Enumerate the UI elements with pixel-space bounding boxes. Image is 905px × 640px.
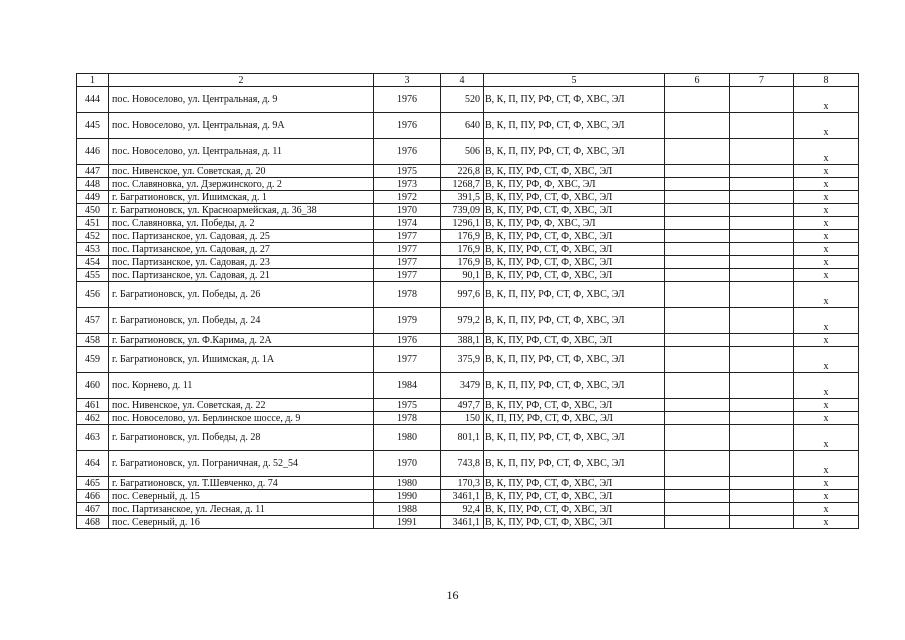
year-cell: 1970 [374,451,441,477]
address-cell: г. Багратионовск, ул. Победы, д. 28 [109,425,374,451]
row-number: 446 [77,139,109,165]
address-cell: пос. Партизанское, ул. Садовая, д. 21 [109,269,374,282]
year-cell: 1977 [374,230,441,243]
column-8-cell: х [794,165,859,178]
address-cell: пос. Северный, д. 15 [109,490,374,503]
column-8-cell: х [794,230,859,243]
row-number: 447 [77,165,109,178]
housing-table [76,73,859,529]
column-8-cell: х [794,412,859,425]
works-cell: В, К, П, ПУ, РФ, СТ, Ф, ХВС, ЭЛ [484,87,665,113]
year-cell: 1970 [374,204,441,217]
year-cell: 1980 [374,425,441,451]
document-table-container [76,73,859,529]
table-row [77,139,859,165]
row-number: 468 [77,516,109,529]
area-cell: 3461,1 [441,516,484,529]
row-number: 451 [77,217,109,230]
column-7-cell [730,139,794,165]
column-6-cell [665,217,730,230]
address-cell: г. Багратионовск, ул. Красноармейская, д. 36_38 [109,204,374,217]
year-cell: 1975 [374,399,441,412]
table-row [77,178,859,191]
row-number: 444 [77,87,109,113]
works-cell: В, К, ПУ, РФ, СТ, Ф, ХВС, ЭЛ [484,516,665,529]
address-cell: г. Багратионовск, ул. Ишимская, д. 1А [109,347,374,373]
column-header: 4 [441,74,484,87]
works-cell: В, К, ПУ, РФ, СТ, Ф, ХВС, ЭЛ [484,334,665,347]
column-8-cell: х [794,399,859,412]
column-7-cell [730,191,794,204]
row-number: 467 [77,503,109,516]
area-cell: 3461,1 [441,490,484,503]
column-6-cell [665,178,730,191]
column-8-cell: х [794,282,859,308]
area-cell: 226,8 [441,165,484,178]
address-cell: пос. Новоселово, ул. Берлинское шоссе, д. 9 [109,412,374,425]
column-7-cell [730,477,794,490]
address-cell: пос. Славяновка, ул. Дзержинского, д. 2 [109,178,374,191]
address-cell: пос. Партизанское, ул. Садовая, д. 23 [109,256,374,269]
table-row [77,399,859,412]
works-cell: В, К, ПУ, РФ, СТ, Ф, ХВС, ЭЛ [484,490,665,503]
column-6-cell [665,204,730,217]
column-7-cell [730,204,794,217]
column-7-cell [730,165,794,178]
area-cell: 176,9 [441,243,484,256]
column-7-cell [730,399,794,412]
column-7-cell [730,256,794,269]
area-cell: 520 [441,87,484,113]
row-number: 463 [77,425,109,451]
table-row [77,477,859,490]
column-7-cell [730,412,794,425]
row-number: 456 [77,282,109,308]
area-cell: 997,6 [441,282,484,308]
column-header: 3 [374,74,441,87]
year-cell: 1973 [374,178,441,191]
table-row [77,490,859,503]
column-header: 5 [484,74,665,87]
address-cell: г. Багратионовск, ул. Ишимская, д. 1 [109,191,374,204]
year-cell: 1984 [374,373,441,399]
year-cell: 1977 [374,243,441,256]
column-6-cell [665,334,730,347]
address-cell: пос. Северный, д. 16 [109,516,374,529]
area-cell: 497,7 [441,399,484,412]
column-6-cell [665,308,730,334]
works-cell: В, К, П, ПУ, РФ, СТ, Ф, ХВС, ЭЛ [484,425,665,451]
year-cell: 1978 [374,282,441,308]
year-cell: 1978 [374,412,441,425]
year-cell: 1990 [374,490,441,503]
column-8-cell: х [794,347,859,373]
column-6-cell [665,230,730,243]
table-row [77,243,859,256]
column-6-cell [665,516,730,529]
year-cell: 1976 [374,113,441,139]
works-cell: В, К, П, ПУ, РФ, СТ, Ф, ХВС, ЭЛ [484,373,665,399]
column-6-cell [665,399,730,412]
column-8-cell: х [794,191,859,204]
row-number: 445 [77,113,109,139]
address-cell: пос. Нивенское, ул. Советская, д. 22 [109,399,374,412]
column-8-cell: х [794,217,859,230]
works-cell: В, К, ПУ, РФ, СТ, Ф, ХВС, ЭЛ [484,503,665,516]
works-cell: В, К, П, ПУ, РФ, СТ, Ф, ХВС, ЭЛ [484,451,665,477]
column-6-cell [665,165,730,178]
table-row [77,308,859,334]
table-row [77,87,859,113]
column-6-cell [665,256,730,269]
column-7-cell [730,217,794,230]
column-header: 6 [665,74,730,87]
column-7-cell [730,308,794,334]
row-number: 449 [77,191,109,204]
column-6-cell [665,269,730,282]
column-header: 8 [794,74,859,87]
row-number: 454 [77,256,109,269]
column-6-cell [665,87,730,113]
column-8-cell: х [794,503,859,516]
column-6-cell [665,191,730,204]
row-number: 453 [77,243,109,256]
column-8-cell: х [794,490,859,503]
area-cell: 92,4 [441,503,484,516]
works-cell: В, К, ПУ, РФ, СТ, Ф, ХВС, ЭЛ [484,256,665,269]
table-row [77,191,859,204]
table-row [77,412,859,425]
year-cell: 1988 [374,503,441,516]
column-6-cell [665,282,730,308]
table-row [77,204,859,217]
row-number: 459 [77,347,109,373]
year-cell: 1976 [374,139,441,165]
column-8-cell: х [794,256,859,269]
column-6-cell [665,477,730,490]
column-8-cell: х [794,204,859,217]
column-7-cell [730,425,794,451]
table-row [77,269,859,282]
column-8-cell: х [794,516,859,529]
works-cell: В, К, ПУ, РФ, СТ, Ф, ХВС, ЭЛ [484,477,665,490]
column-6-cell [665,412,730,425]
row-number: 461 [77,399,109,412]
area-cell: 391,5 [441,191,484,204]
area-cell: 176,9 [441,256,484,269]
column-header: 7 [730,74,794,87]
area-cell: 743,8 [441,451,484,477]
works-cell: В, К, ПУ, РФ, СТ, Ф, ХВС, ЭЛ [484,191,665,204]
column-header: 2 [109,74,374,87]
column-6-cell [665,425,730,451]
year-cell: 1979 [374,308,441,334]
column-6-cell [665,113,730,139]
row-number: 448 [77,178,109,191]
column-7-cell [730,503,794,516]
address-cell: пос. Партизанское, ул. Садовая, д. 27 [109,243,374,256]
column-7-cell [730,373,794,399]
table-row [77,217,859,230]
column-8-cell: х [794,308,859,334]
table-row [77,347,859,373]
row-number: 458 [77,334,109,347]
table-row [77,282,859,308]
table-row [77,165,859,178]
area-cell: 375,9 [441,347,484,373]
header-row [77,74,859,87]
works-cell: В, К, П, ПУ, РФ, СТ, Ф, ХВС, ЭЛ [484,347,665,373]
year-cell: 1975 [374,165,441,178]
works-cell: В, К, П, ПУ, РФ, СТ, Ф, ХВС, ЭЛ [484,113,665,139]
column-7-cell [730,516,794,529]
area-cell: 1296,1 [441,217,484,230]
address-cell: пос. Новоселово, ул. Центральная, д. 9А [109,113,374,139]
table-row [77,230,859,243]
works-cell: В, К, ПУ, РФ, СТ, Ф, ХВС, ЭЛ [484,243,665,256]
column-8-cell: х [794,243,859,256]
column-7-cell [730,269,794,282]
column-6-cell [665,503,730,516]
column-7-cell [730,451,794,477]
area-cell: 979,2 [441,308,484,334]
column-8-cell: х [794,113,859,139]
column-7-cell [730,113,794,139]
table-row [77,516,859,529]
table-row [77,373,859,399]
column-7-cell [730,490,794,503]
works-cell: В, К, ПУ, РФ, СТ, Ф, ХВС, ЭЛ [484,399,665,412]
table-row [77,113,859,139]
address-cell: г. Багратионовск, ул. Победы, д. 24 [109,308,374,334]
column-8-cell: х [794,269,859,282]
column-6-cell [665,139,730,165]
column-7-cell [730,347,794,373]
address-cell: пос. Нивенское, ул. Советская, д. 20 [109,165,374,178]
works-cell: К, П, ПУ, РФ, СТ, Ф, ХВС, ЭЛ [484,412,665,425]
column-7-cell [730,87,794,113]
row-number: 457 [77,308,109,334]
row-number: 455 [77,269,109,282]
area-cell: 3479 [441,373,484,399]
row-number: 466 [77,490,109,503]
year-cell: 1977 [374,347,441,373]
area-cell: 1268,7 [441,178,484,191]
column-header: 1 [77,74,109,87]
address-cell: пос. Партизанское, ул. Садовая, д. 25 [109,230,374,243]
column-8-cell: х [794,425,859,451]
column-8-cell: х [794,334,859,347]
column-6-cell [665,347,730,373]
area-cell: 739,09 [441,204,484,217]
row-number: 450 [77,204,109,217]
table-row [77,256,859,269]
column-6-cell [665,243,730,256]
area-cell: 150 [441,412,484,425]
column-6-cell [665,490,730,503]
address-cell: г. Багратионовск, ул. Пограничная, д. 52_54 [109,451,374,477]
column-6-cell [665,373,730,399]
works-cell: В, К, ПУ, РФ, Ф, ХВС, ЭЛ [484,178,665,191]
works-cell: В, К, ПУ, РФ, СТ, Ф, ХВС, ЭЛ [484,230,665,243]
row-number: 464 [77,451,109,477]
column-7-cell [730,282,794,308]
column-8-cell: х [794,477,859,490]
area-cell: 176,9 [441,230,484,243]
address-cell: пос. Новоселово, ул. Центральная, д. 11 [109,139,374,165]
address-cell: пос. Корнево, д. 11 [109,373,374,399]
year-cell: 1980 [374,477,441,490]
area-cell: 170,3 [441,477,484,490]
column-7-cell [730,243,794,256]
column-8-cell: х [794,139,859,165]
area-cell: 388,1 [441,334,484,347]
table-row [77,425,859,451]
table-row [77,334,859,347]
column-7-cell [730,334,794,347]
row-number: 465 [77,477,109,490]
year-cell: 1976 [374,334,441,347]
works-cell: В, К, ПУ, РФ, СТ, Ф, ХВС, ЭЛ [484,165,665,178]
year-cell: 1974 [374,217,441,230]
address-cell: г. Багратионовск, ул. Победы, д. 26 [109,282,374,308]
column-8-cell: х [794,451,859,477]
column-8-cell: х [794,87,859,113]
works-cell: В, К, ПУ, РФ, СТ, Ф, ХВС, ЭЛ [484,204,665,217]
year-cell: 1976 [374,87,441,113]
column-7-cell [730,178,794,191]
area-cell: 90,1 [441,269,484,282]
area-cell: 640 [441,113,484,139]
year-cell: 1972 [374,191,441,204]
works-cell: В, К, П, ПУ, РФ, СТ, Ф, ХВС, ЭЛ [484,139,665,165]
address-cell: пос. Новоселово, ул. Центральная, д. 9 [109,87,374,113]
column-8-cell: х [794,373,859,399]
address-cell: г. Багратионовск, ул. Т.Шевченко, д. 74 [109,477,374,490]
works-cell: В, К, П, ПУ, РФ, СТ, Ф, ХВС, ЭЛ [484,308,665,334]
year-cell: 1991 [374,516,441,529]
address-cell: пос. Партизанское, ул. Лесная, д. 11 [109,503,374,516]
year-cell: 1977 [374,269,441,282]
column-8-cell: х [794,178,859,191]
area-cell: 506 [441,139,484,165]
column-6-cell [665,451,730,477]
table-row [77,451,859,477]
works-cell: В, К, П, ПУ, РФ, СТ, Ф, ХВС, ЭЛ [484,282,665,308]
row-number: 462 [77,412,109,425]
area-cell: 801,1 [441,425,484,451]
page-number: 16 [446,588,459,602]
works-cell: В, К, ПУ, РФ, Ф, ХВС, ЭЛ [484,217,665,230]
table-row [77,503,859,516]
address-cell: г. Багратионовск, ул. Ф.Карима, д. 2А [109,334,374,347]
column-7-cell [730,230,794,243]
row-number: 460 [77,373,109,399]
address-cell: пос. Славяновка, ул. Победы, д. 2 [109,217,374,230]
year-cell: 1977 [374,256,441,269]
works-cell: В, К, ПУ, РФ, СТ, Ф, ХВС, ЭЛ [484,269,665,282]
row-number: 452 [77,230,109,243]
